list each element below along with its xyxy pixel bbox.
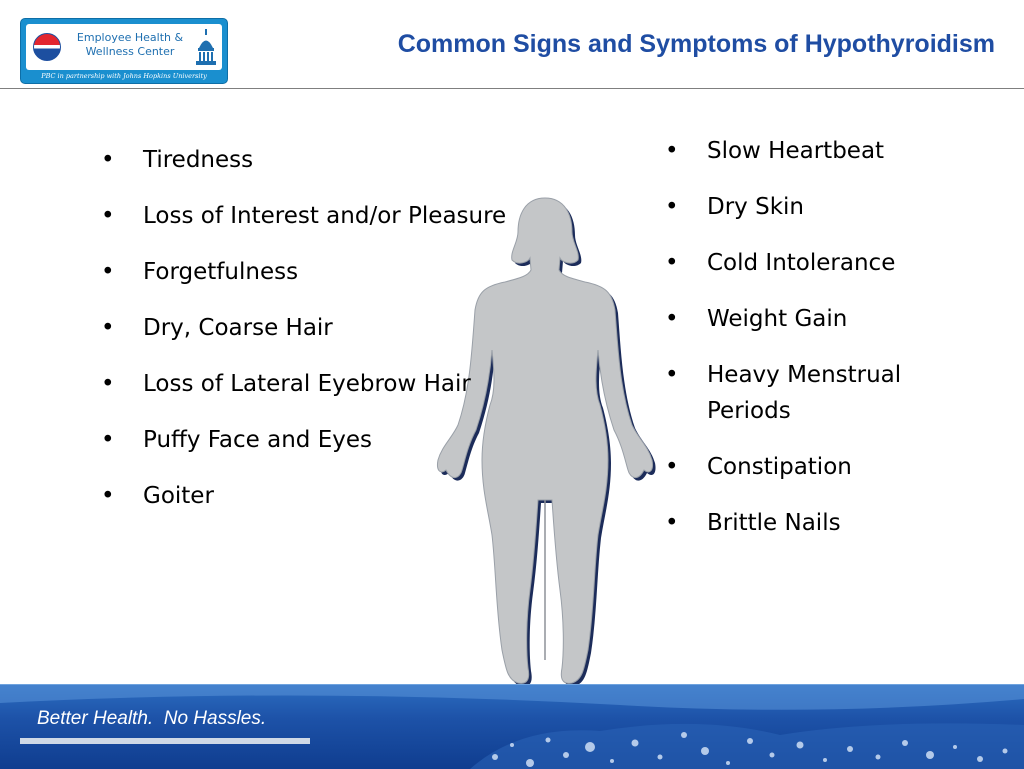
page-title: Common Signs and Symptoms of Hypothyroidism (397, 30, 995, 58)
employee-health-logo (20, 18, 228, 84)
logo-name-line2: Wellness Center (85, 45, 175, 58)
capitol-dome-icon (193, 28, 219, 68)
list-item: • Loss of Lateral Eyebrow Hair (101, 366, 571, 402)
list-item: • Dry, Coarse Hair (101, 310, 571, 346)
header-divider (0, 88, 1024, 89)
list-item: • Heavy Menstrual Periods (665, 357, 935, 429)
left-symptom-list (101, 142, 571, 534)
footer-underline (20, 738, 310, 744)
footer-slogan: Better Health. No Hassles. (37, 708, 267, 729)
list-item: • Goiter (101, 478, 571, 514)
list-item: • Cold Intolerance (665, 245, 935, 281)
logo-panel (26, 24, 222, 70)
logo-tagline: PBC in partnership with Johns Hopkins University (41, 72, 207, 80)
list-item: • Tiredness (101, 142, 571, 178)
logo-name (70, 31, 190, 59)
list-item: • Puffy Face and Eyes (101, 422, 571, 458)
list-item: • Brittle Nails (665, 505, 935, 541)
list-item: • Forgetfulness (101, 254, 571, 290)
list-item: • Slow Heartbeat (665, 133, 935, 169)
list-item: • Dry Skin (665, 189, 935, 225)
pepsi-globe-icon (33, 33, 61, 61)
list-item: • Constipation (665, 449, 935, 485)
list-item: • Weight Gain (665, 301, 935, 337)
footer-band (0, 684, 1024, 769)
list-item: • Loss of Interest and/or Pleasure (101, 198, 571, 234)
right-symptom-list (665, 133, 935, 561)
logo-name-line1: Employee Health & (76, 31, 184, 44)
